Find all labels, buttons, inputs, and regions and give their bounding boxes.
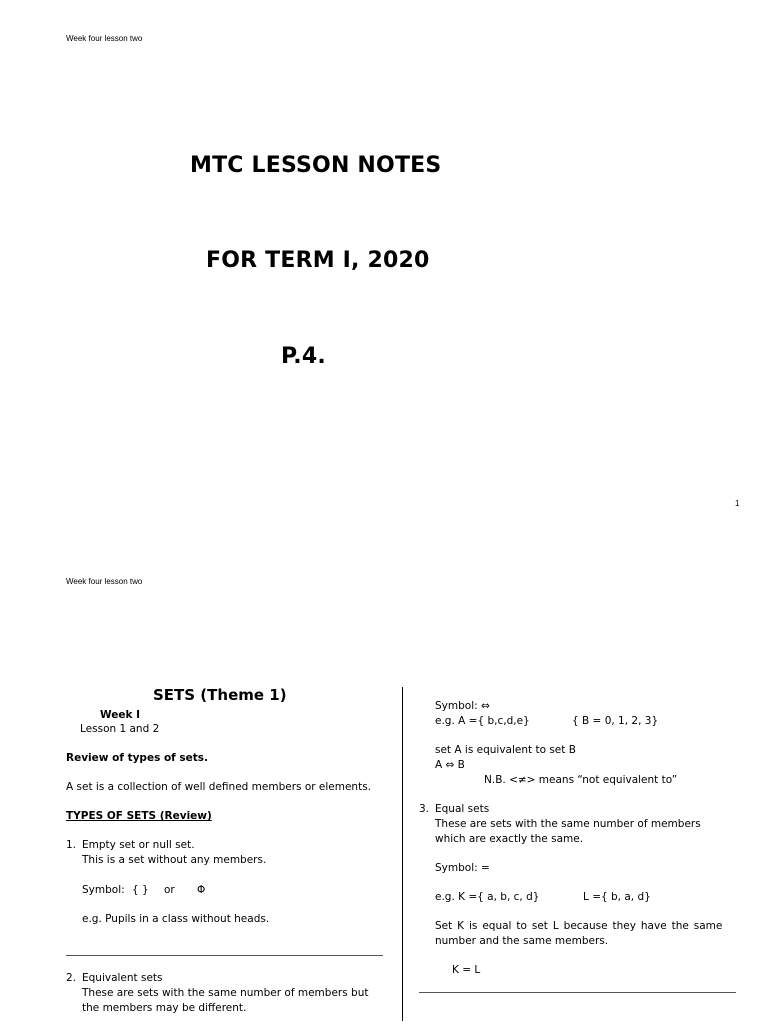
item-title: Equivalent sets [82, 972, 163, 984]
equivalence-statement: set A is equivalent to set B [435, 744, 576, 756]
document-title: MTC LESSON NOTES [190, 153, 442, 178]
set-definition: A set is a collection of well defined members or elements. [66, 781, 372, 793]
week-label: Week I [100, 709, 140, 721]
types-heading: TYPES OF SETS (Review) [66, 810, 212, 822]
list-number: 3. [419, 803, 430, 815]
list-number: 1. [66, 839, 77, 851]
symbol-line: Symbol: ⇔ [435, 700, 490, 712]
item-description: These are sets with the same number of members [435, 818, 701, 830]
page-header: Week four lesson two [66, 577, 143, 586]
document-class: P.4. [281, 344, 326, 369]
example-set-l: L ={ b, a, d} [583, 891, 651, 903]
equality-statement: Set K is equal to set L because they have the same [435, 920, 723, 932]
example-set-a: e.g. A ={ b,c,d,e} [435, 715, 530, 727]
or-label: or [164, 884, 175, 896]
review-heading: Review of types of sets. [66, 752, 209, 764]
column-divider [402, 687, 403, 1021]
item-description: which are exactly the same. [435, 833, 584, 845]
empty-set-braces: { } [132, 884, 149, 896]
symbol-label: Symbol: [82, 884, 125, 896]
symbol-line: Symbol: = [435, 862, 490, 874]
example-set-k: e.g. K ={ a, b, c, d} [435, 891, 540, 903]
list-number: 2. [66, 972, 77, 984]
item-description: the members may be different. [82, 1002, 247, 1014]
item-title: Equal sets [435, 803, 490, 815]
lesson-label: Lesson 1 and 2 [80, 723, 160, 735]
item-description: These are sets with the same number of members but [82, 987, 369, 999]
equality-statement: number and the same members. [435, 935, 609, 947]
page-number: 1 [735, 499, 740, 508]
divider-line [419, 992, 736, 993]
equivalence-symbol: A ⇔ B [435, 759, 465, 771]
item-description: This is a set without any members. [82, 854, 267, 866]
section-heading: SETS (Theme 1) [153, 686, 287, 704]
note-line: N.B. <≠> means “not equivalent to” [484, 774, 678, 786]
item-title: Empty set or null set. [82, 839, 195, 851]
page-header: Week four lesson two [66, 34, 143, 43]
item-example: e.g. Pupils in a class without heads. [82, 913, 270, 925]
example-set-b: { B = 0, 1, 2, 3} [572, 715, 659, 727]
equality-result: K = L [452, 964, 481, 976]
phi-symbol: Φ [197, 884, 206, 896]
divider-line [66, 955, 383, 956]
document-term: FOR TERM I, 2020 [206, 248, 430, 273]
